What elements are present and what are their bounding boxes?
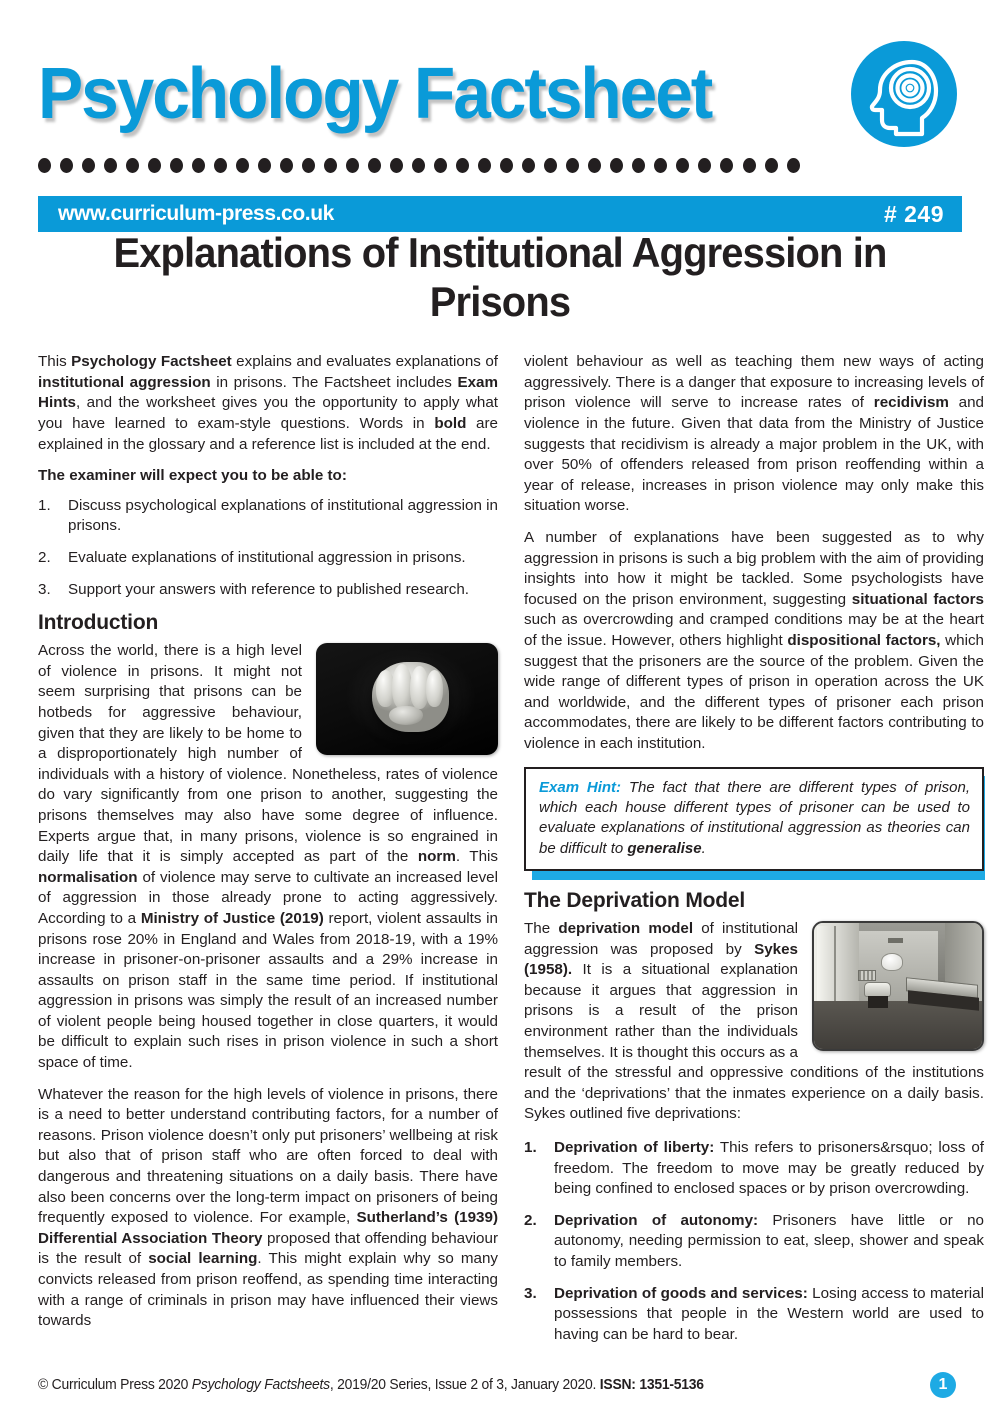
- list-item: Discuss psychological explanations of institutional aggression in prisons.: [68, 496, 498, 535]
- deprivation-text: Losing access to material possessions that people in the Western world are used to having can be hard to bear.: [554, 1284, 984, 1343]
- introduction-paragraph-2: Whatever the reason for the high levels of violence in prisons, there is a need to better understand contributing factors, for a number of reasons. Prison violence doesn’t only put prisoners’ wellbeing at risk but also that of prison staff who are often forced to deal with dangerous and threatening situations on a daily basis. There have also been concerns over the long-term impact on prisoners of being frequently exposed to violence. For example, Sutherland’s (1939) Differential Association Theory proposed that offending behaviour is the result of social learning. This might explain why so many convicts released from prison reoffend, as spending time interacting with a range of criminals in prison may have influenced their views towards: [38, 1085, 499, 1330]
- footer-series: , 2019/20 Series, Issue 2 of 3, January 2020.: [329, 1377, 600, 1393]
- list-item: Evaluate explanations of institutional aggression in prisons.: [68, 549, 466, 566]
- prison-cell-photo: [812, 921, 984, 1051]
- site-url[interactable]: www.curriculum-press.co.uk: [58, 202, 334, 225]
- two-column-body: [0, 326, 1000, 1356]
- issue-number: # 249: [883, 200, 944, 227]
- deprivation-term: Deprivation of goods and services:: [554, 1284, 808, 1302]
- deprivation-model-heading: The Deprivation Model: [524, 889, 745, 913]
- introduction-paragraph-1: Across the world, there is a high level of violence in prisons. It might not seem surprising that prisons can be hotbeds for aggressive behaviour, given that they are likely to be home to a disproportionately high number of individuals with a history of violence. Nonetheless, rates of violence do vary significantly from one prison to another, suggesting the prisons themselves may also have some degree of influence. Experts argue that, in many prisons, violence is so engrained in daily life that it is simply accepted as part of the norm. This normalisation of violence may serve to cultivate an increased level of aggression in those already prone to acting aggressively. According to a Ministry of Justice (2019) report, violent assaults in prisons rose 20% in England and Wales from 2018-19, with a 19% increase in prisoner-on-prisoner assaults and a 29% increase in assaults on prison staff in the same time period. If institutional aggression in prisons was simply the result of an increased number of violent people being housed together in close quarters, it would be difficult to explain such rises in prison violence in such a short space of time.: [38, 642, 498, 1072]
- masthead-row: [38, 40, 962, 148]
- left-column: [38, 352, 498, 1356]
- footer-publication: Psychology Factsheets: [191, 1377, 330, 1393]
- list-item: [524, 1211, 984, 1273]
- footer-credit: [38, 1377, 704, 1393]
- examiner-expectations-heading: The examiner will expect you to be able to:: [38, 467, 347, 485]
- url-issue-bar: [38, 196, 962, 232]
- page-footer: [38, 1372, 962, 1398]
- exam-hint-box: [524, 767, 984, 872]
- list-item: [524, 1284, 984, 1346]
- right-column: [524, 352, 984, 1356]
- right-paragraph-1: violent behaviour as well as teaching them new ways of acting aggressively. There is a danger that exposure to increasing levels of prison violence will serve to increase rates of recidivism and violence in the future. Given that data from the Ministry of Justice suggests that recidivism is already a major problem in the UK, with over 50% of offenders released from prison reoffending within a year of release, increases in prison violence may only make this situation worse.: [524, 353, 985, 515]
- introduction-heading: Introduction: [38, 611, 159, 635]
- exam-hint-text: The fact that there are different types of prison, which each house different types of prisoner can be used to evaluate explanations of institutional aggression as theories can be difficult to generalise.: [539, 778, 970, 857]
- dot-rule-decoration: [38, 158, 800, 173]
- footer-copyright: © Curriculum Press 2020: [38, 1377, 192, 1393]
- deprivation-model-paragraph: The deprivation model of institutional aggression was proposed by Sykes (1958). It is a situational explanation because it argues that aggression in prisons is a result of the prison environment rather than the individuals themselves. It is thought this occurs as a result of the stressful and oppressive conditions of the institutions and the ‘deprivations’ that the inmates experience on a daily basis. Sykes outlined five deprivations:: [524, 920, 984, 1123]
- exam-hint-label: Exam Hint:: [539, 778, 622, 796]
- right-paragraph-2: A number of explanations have been suggested as to why aggression in prisons is such a big problem with the aim of providing insights into how it might be tackled. Some psychologists have focused on the prison environment, suggesting situational factors such as overcrowding and cramped conditions may be at the heart of the issue. However, others highlight dispositional factors, which suggest that the prisoners are the source of the problem. Given the wide range of different types of prison in operation across the UK and worldwide, and the different types of prisoner each prison accommodates, there are likely to be different factors contributing to violence in each institution.: [524, 529, 984, 752]
- head-mind-target-icon: [850, 40, 958, 148]
- list-item: [524, 1138, 984, 1200]
- footer-issn: ISSN: 1351-5136: [599, 1377, 704, 1393]
- masthead: [0, 0, 1000, 200]
- deprivations-list: [524, 1138, 984, 1345]
- page-title: Explanations of Institutional Aggression in Prisons: [113, 229, 887, 326]
- brand-title: Psychology Factsheet: [38, 53, 712, 134]
- deprivation-text: This refers to prisoners&rsquo; loss of freedom. The freedom to move may be greatly reduced by being confined to enclosed spaces or by prison overcrowding.: [554, 1139, 984, 1198]
- deprivation-term: Deprivation of autonomy:: [554, 1211, 759, 1229]
- clenched-fist-photo: [316, 643, 498, 755]
- page-number-badge: 1: [930, 1372, 956, 1398]
- list-item: Support your answers with reference to published research.: [68, 580, 469, 598]
- deprivation-term: Deprivation of liberty:: [554, 1139, 715, 1157]
- learning-objectives-list: [38, 496, 498, 600]
- deprivation-text: Prisoners have little or no autonomy, needing permission to eat, sleep, shower and speak to family members.: [554, 1211, 984, 1270]
- intro-lead-paragraph: This Psychology Factsheet explains and evaluates explanations of institutional aggression in prisons. The Factsheet includes Exam Hints, and the worksheet gives you the opportunity to apply what you have learned to exam-style questions. Words in bold are explained in the glossary and a reference list is included at the end.: [38, 353, 499, 453]
